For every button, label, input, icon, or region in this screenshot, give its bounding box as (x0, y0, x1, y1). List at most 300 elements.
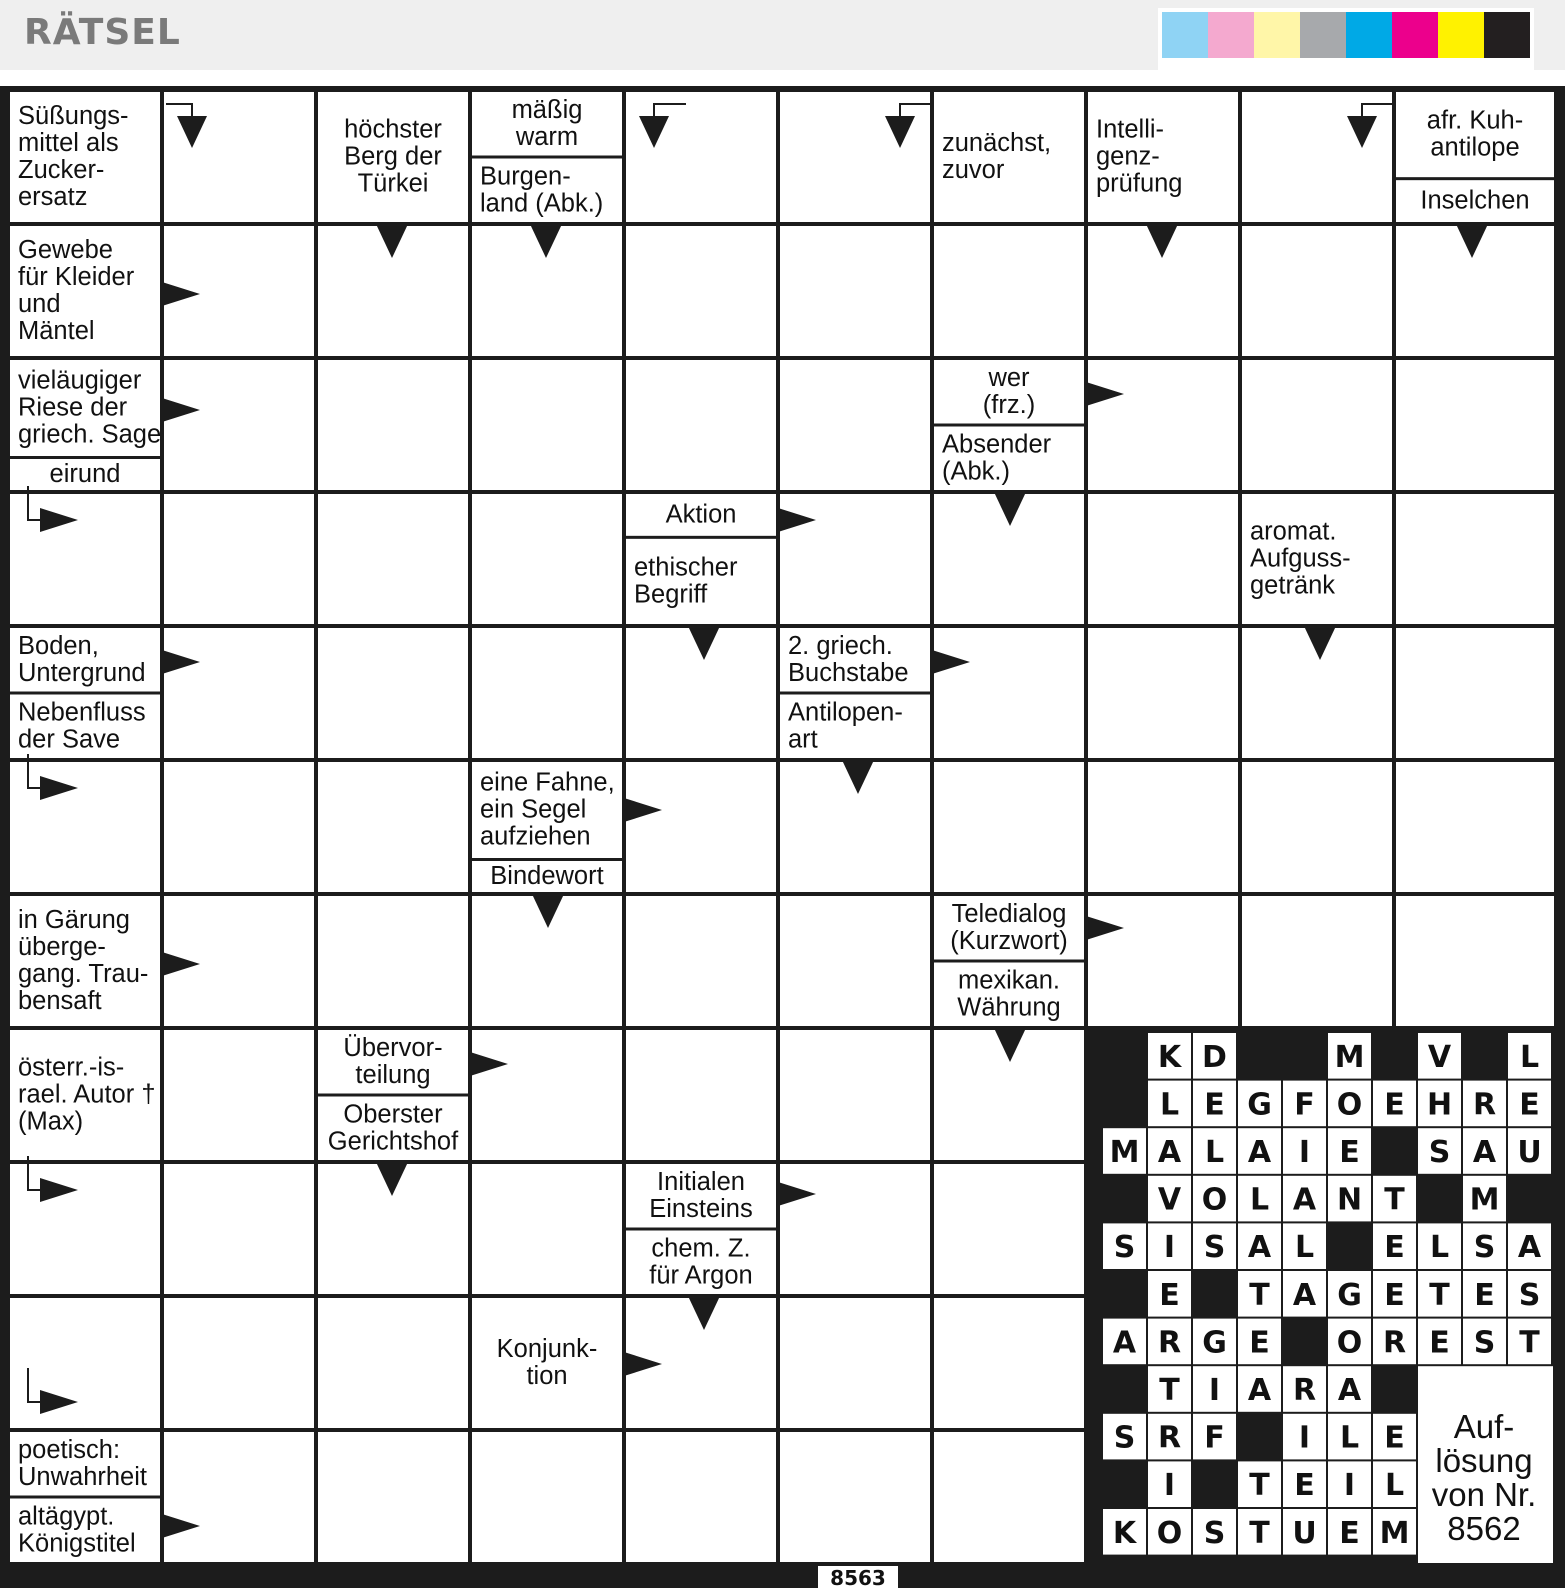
clue-text-line: Berg der (344, 142, 442, 171)
solution-letter: L (1159, 1087, 1180, 1123)
solution-cell (1373, 1223, 1416, 1269)
clue-text-line: Begriff (634, 580, 708, 609)
solution-letter: S (1113, 1420, 1136, 1456)
solution-cell (1103, 1414, 1146, 1460)
clue-cell (626, 1164, 776, 1228)
clue-text-line: land (Abk.) (480, 189, 604, 218)
solution-cell (1193, 1128, 1236, 1174)
solution-cell (1148, 1033, 1191, 1079)
answer-cell[interactable] (934, 1164, 1084, 1294)
solution-letter: S (1113, 1230, 1136, 1266)
clue-text-line: prüfung (1096, 169, 1183, 198)
answer-cell[interactable] (626, 226, 776, 356)
solution-cell (1238, 1176, 1281, 1222)
clue-divider (934, 960, 1084, 963)
solution-note (1418, 1366, 1553, 1563)
solution-letter: A (1112, 1325, 1137, 1361)
solution-cell (1283, 1081, 1326, 1127)
answer-cell[interactable] (472, 628, 622, 758)
solution-letter: S (1203, 1515, 1226, 1551)
clue-divider (626, 1228, 776, 1231)
answer-cell[interactable] (1088, 762, 1238, 892)
answer-cell[interactable] (1088, 360, 1238, 490)
solution-cell (1193, 1081, 1236, 1127)
solution-cell (1283, 1128, 1326, 1174)
solution-letter: U (1292, 1515, 1317, 1551)
solution-cell (1148, 1223, 1191, 1269)
solution-note-line: Auf- (1453, 1408, 1515, 1445)
answer-cell[interactable] (164, 1432, 314, 1562)
answer-cell[interactable] (780, 92, 930, 222)
clue-text-line: Riese der (18, 393, 128, 422)
solution-letter: M (1469, 1182, 1500, 1218)
solution-letter: L (1339, 1420, 1360, 1456)
solution-cell (1328, 1461, 1371, 1507)
clue-text-line: Währung (957, 993, 1061, 1022)
solution-letter: I (1163, 1468, 1176, 1504)
answer-cell[interactable] (1396, 762, 1554, 892)
answer-cell[interactable] (780, 360, 930, 490)
solution-cell (1418, 1033, 1461, 1079)
answer-cell[interactable] (10, 1298, 160, 1428)
answer-cell[interactable] (1242, 360, 1392, 490)
solution-cell (1238, 1081, 1281, 1127)
color-swatch (1300, 12, 1346, 58)
answer-cell[interactable] (1242, 762, 1392, 892)
clue-cell (10, 1432, 160, 1496)
answer-cell[interactable] (934, 628, 1084, 758)
clue-text-line: altägypt. (18, 1502, 115, 1531)
clue-cell (780, 628, 930, 692)
solution-letter: R (1472, 1087, 1497, 1123)
clue-cell (934, 92, 1084, 222)
clue-text-line: Gerichtshof (327, 1127, 459, 1156)
answer-cell[interactable] (318, 494, 468, 624)
solution-letter: O (1336, 1087, 1363, 1123)
solution-letter: H (1426, 1087, 1453, 1123)
clue-text-line: Nebenfluss (18, 698, 146, 727)
answer-cell[interactable] (934, 1432, 1084, 1562)
answer-cell[interactable] (934, 762, 1084, 892)
answer-cell[interactable] (164, 628, 314, 758)
clue-text-line: art (788, 725, 818, 754)
answer-cell[interactable] (472, 360, 622, 490)
solution-cell (1283, 1176, 1326, 1222)
clue-text-line: österr.-is- (18, 1053, 125, 1082)
solution-letter: L (1429, 1230, 1450, 1266)
clue-text-line: Einsteins (649, 1194, 753, 1223)
clue-text-line: mexikan. (957, 966, 1061, 995)
solution-cell (1238, 1223, 1281, 1269)
solution-cell (1238, 1366, 1281, 1412)
solution-letter: E (1384, 1420, 1405, 1456)
clue-cell (1242, 494, 1392, 624)
crossword-puzzle (0, 86, 1565, 1588)
solution-cell (1148, 1128, 1191, 1174)
clue-divider (934, 424, 1084, 427)
color-swatch (1162, 12, 1208, 58)
answer-cell[interactable] (164, 360, 314, 490)
answer-cell[interactable] (1088, 896, 1238, 1026)
clue-cell (10, 692, 160, 759)
clue-divider (318, 1094, 468, 1097)
solution-letter: E (1384, 1277, 1405, 1313)
solution-cell (1193, 1319, 1236, 1365)
clue-text-line: antilope (1430, 133, 1520, 162)
solution-letter: L (1384, 1468, 1405, 1504)
solution-cell (1463, 1081, 1506, 1127)
solution-letter: E (1384, 1230, 1405, 1266)
clue-text-line: Untergrund (18, 658, 146, 687)
clue-cell (1396, 177, 1554, 222)
clue-cell (626, 1228, 776, 1295)
clue-text-line: griech. Sage (18, 420, 162, 449)
solution-letter: I (1343, 1468, 1356, 1504)
clue-text-line: rael. Autor † (18, 1080, 156, 1109)
answer-cell[interactable] (626, 762, 776, 892)
solution-letter: T (1159, 1373, 1180, 1408)
solution-letter: A (1292, 1277, 1317, 1313)
solution-cell (1508, 1081, 1551, 1127)
solution-letter: V (1157, 1182, 1182, 1218)
answer-cell[interactable] (318, 1432, 468, 1562)
solution-cell (1148, 1461, 1191, 1507)
solution-letter: I (1163, 1230, 1176, 1266)
solution-cell (1328, 1414, 1371, 1460)
clue-cell (10, 1496, 160, 1563)
answer-cell[interactable] (1242, 92, 1392, 222)
clue-cell (10, 226, 160, 356)
answer-cell[interactable] (1242, 226, 1392, 356)
solution-letter: D (1202, 1039, 1227, 1075)
clue-text-line: ein Segel (480, 795, 587, 824)
clue-cell (10, 456, 160, 490)
clue-divider (472, 858, 622, 861)
clue-text-line: vieläugiger (18, 366, 142, 395)
clue-text-line: afr. Kuh- (1426, 106, 1524, 135)
clue-cell (472, 156, 622, 223)
answer-cell[interactable] (1242, 896, 1392, 1026)
clue-cell (318, 1094, 468, 1161)
clue-text-line: Burgen- (480, 162, 571, 191)
clue-cell (934, 960, 1084, 1027)
clue-text-line: eine Fahne, (480, 768, 615, 797)
clue-cell (318, 1030, 468, 1094)
answer-cell[interactable] (1088, 494, 1238, 624)
answer-cell[interactable] (1396, 628, 1554, 758)
solution-letter: T (1384, 1182, 1405, 1218)
solution-letter: T (1249, 1515, 1270, 1551)
clue-text-line: (Kurzwort) (950, 926, 1068, 955)
solution-letter: S (1473, 1230, 1496, 1266)
solution-letter: V (1427, 1039, 1452, 1075)
clue-text-line: zunächst, (942, 129, 1052, 157)
answer-cell[interactable] (626, 360, 776, 490)
answer-cell[interactable] (626, 1432, 776, 1562)
clue-text-line: Antilopen- (788, 698, 903, 727)
clue-text-line: tion (526, 1362, 568, 1390)
solution-cell (1373, 1176, 1416, 1222)
answer-cell[interactable] (164, 1030, 314, 1160)
clue-text-line: Intelli- (1096, 115, 1165, 144)
answer-cell[interactable] (318, 628, 468, 758)
solution-letter: L (1294, 1230, 1315, 1266)
solution-letter: T (1249, 1277, 1270, 1313)
solution-letter: S (1518, 1277, 1541, 1313)
answer-cell[interactable] (780, 494, 930, 624)
answer-cell[interactable] (780, 226, 930, 356)
solution-cell (1148, 1414, 1191, 1460)
clue-text-line: Konjunk- (496, 1335, 598, 1363)
solution-cell (1508, 1223, 1551, 1269)
answer-cell[interactable] (1396, 896, 1554, 1026)
solution-letter: N (1336, 1182, 1363, 1218)
solution-letter: I (1298, 1135, 1311, 1170)
solution-letter: A (1472, 1135, 1497, 1170)
clue-text-line: (Abk.) (942, 457, 1011, 486)
answer-cell[interactable] (1396, 360, 1554, 490)
answer-cell[interactable] (1396, 494, 1554, 624)
solution-letter: T (1519, 1325, 1540, 1361)
solution-cell (1283, 1271, 1326, 1317)
clue-text-line: in Gärung (18, 906, 130, 934)
clue-text-line: überge- (18, 933, 106, 961)
clue-cell (472, 92, 622, 156)
answer-cell[interactable] (472, 494, 622, 624)
clue-text-line: Teledialog (951, 899, 1067, 928)
solution-letter: G (1337, 1277, 1362, 1313)
solution-cell (1283, 1414, 1326, 1460)
solution-cell (1103, 1319, 1146, 1365)
solution-letter: A (1247, 1373, 1272, 1408)
solution-letter: L (1204, 1135, 1225, 1170)
solution-letter: L (1519, 1039, 1540, 1075)
solution-cell (1193, 1033, 1236, 1079)
solution-letter: E (1249, 1325, 1270, 1361)
solution-cell (1373, 1414, 1416, 1460)
solution-letter: S (1203, 1230, 1226, 1266)
solution-letter: E (1519, 1087, 1540, 1123)
solution-cell (1283, 1366, 1326, 1412)
answer-cell[interactable] (780, 1030, 930, 1160)
clue-text-line: chem. Z. (651, 1234, 751, 1263)
answer-cell[interactable] (10, 1164, 160, 1294)
clue-text-line: ersatz (18, 183, 88, 211)
answer-cell[interactable] (780, 896, 930, 1026)
solution-cell (1193, 1414, 1236, 1460)
clue-cell (472, 762, 622, 858)
solution-cell (1328, 1319, 1371, 1365)
clue-text-line: für Kleider (18, 263, 135, 291)
clue-text-line: mäßig (511, 95, 583, 124)
solution-letter: F (1294, 1087, 1315, 1123)
answer-cell[interactable] (10, 494, 160, 624)
solution-cell (1148, 1271, 1191, 1317)
puzzle-number-tag (818, 1566, 898, 1588)
answer-cell[interactable] (1088, 628, 1238, 758)
clue-text-line: (frz.) (982, 390, 1036, 419)
clue-divider (780, 692, 930, 695)
color-swatch (1254, 12, 1300, 58)
solution-cell (1328, 1271, 1371, 1317)
color-calibration-strip (1158, 8, 1534, 70)
solution-letter: T (1249, 1468, 1270, 1504)
solution-letter: M (1379, 1515, 1410, 1551)
solution-cell (1193, 1223, 1236, 1269)
solution-cell (1238, 1461, 1281, 1507)
answer-cell[interactable] (472, 1164, 622, 1294)
clue-text-line: teilung (355, 1060, 431, 1089)
clue-cell (934, 360, 1084, 424)
answer-cell[interactable] (318, 762, 468, 892)
clue-text-line: Gewebe (18, 236, 113, 264)
color-swatch (1484, 12, 1530, 58)
clue-divider (10, 1496, 160, 1499)
solution-cell (1463, 1319, 1506, 1365)
clue-text-line: genz- (1096, 142, 1160, 171)
answer-cell[interactable] (626, 1030, 776, 1160)
solution-note-line: von Nr. (1431, 1476, 1537, 1513)
color-swatch (1208, 12, 1254, 58)
clue-cell (1396, 92, 1554, 177)
solution-letter: I (1208, 1373, 1221, 1408)
clue-text-line: Übervor- (343, 1033, 443, 1062)
solution-cell (1283, 1509, 1326, 1555)
solution-letter: M (1109, 1135, 1140, 1170)
answer-cell[interactable] (318, 896, 468, 1026)
clue-text-line: ethischer (634, 553, 738, 582)
clue-text-line: poetisch: (18, 1435, 121, 1464)
solution-cell (1103, 1128, 1146, 1174)
clue-text-line: Buchstabe (788, 658, 909, 687)
solution-cell (1193, 1176, 1236, 1222)
solution-cell (1193, 1366, 1236, 1412)
clue-text-line: mittel als (18, 129, 119, 157)
answer-cell[interactable] (934, 1298, 1084, 1428)
solution-letter: F (1204, 1420, 1225, 1456)
solution-letter: A (1247, 1230, 1272, 1266)
clue-cell (934, 424, 1084, 491)
clue-text-line: der Save (18, 725, 121, 754)
answer-cell[interactable] (318, 1298, 468, 1428)
clue-divider (10, 692, 160, 695)
answer-cell[interactable] (10, 762, 160, 892)
solution-cell (1148, 1176, 1191, 1222)
answer-cell[interactable] (164, 92, 314, 222)
solution-cell (1328, 1128, 1371, 1174)
answer-cell[interactable] (164, 1164, 314, 1294)
solution-cell (1418, 1319, 1461, 1365)
solution-letter: O (1201, 1182, 1228, 1218)
solution-cell (1238, 1319, 1281, 1365)
solution-letter: G (1202, 1325, 1227, 1361)
solution-letter: S (1473, 1325, 1496, 1361)
answer-cell[interactable] (626, 896, 776, 1026)
answer-cell[interactable] (780, 1298, 930, 1428)
solution-cell (1418, 1271, 1461, 1317)
solution-cell (1508, 1319, 1551, 1365)
clue-text-line: Süßungs- (18, 102, 129, 130)
answer-cell[interactable] (472, 1432, 622, 1562)
answer-cell[interactable] (780, 1164, 930, 1294)
clue-text-line: eirund (49, 460, 121, 488)
solution-note-line: 8562 (1447, 1510, 1521, 1547)
clue-text-line: Absender (942, 430, 1052, 459)
solution-letter: S (1428, 1135, 1451, 1170)
clue-text-line: Mäntel (18, 317, 95, 345)
solution-letter: K (1157, 1039, 1182, 1075)
solution-cell (1103, 1509, 1146, 1555)
solution-cell (1508, 1033, 1551, 1079)
clue-text-line: warm (515, 122, 579, 151)
solution-letter: E (1294, 1468, 1315, 1504)
clue-text-line: zuvor (942, 156, 1005, 184)
solution-letter: T (1429, 1277, 1450, 1313)
solution-letter: A (1292, 1182, 1317, 1218)
clue-text-line: gang. Trau- (18, 960, 149, 988)
clue-cell (10, 896, 160, 1026)
answer-cell[interactable] (164, 762, 314, 892)
solution-letter: R (1382, 1325, 1407, 1361)
clue-text-line: Oberster (343, 1100, 443, 1129)
solution-cell (1328, 1033, 1371, 1079)
solution-cell (1283, 1461, 1326, 1507)
clue-text-line: Aufguss- (1250, 544, 1351, 573)
answer-cell[interactable] (780, 1432, 930, 1562)
solution-letter: L (1249, 1182, 1270, 1218)
clue-text-line: Königstitel (18, 1529, 136, 1558)
solution-cell (1328, 1509, 1371, 1555)
solution-cell (1328, 1366, 1371, 1412)
solution-cell (1418, 1081, 1461, 1127)
clue-text-line: aufziehen (480, 822, 591, 851)
solution-cell (1328, 1081, 1371, 1127)
solution-cell (1148, 1366, 1191, 1412)
solution-letter: O (1336, 1325, 1363, 1361)
answer-cell[interactable] (472, 1030, 622, 1160)
clue-divider (472, 156, 622, 159)
answer-cell[interactable] (318, 360, 468, 490)
clue-text-line: 2. griech. (788, 631, 893, 660)
solution-cell (1508, 1271, 1551, 1317)
clue-text-line: Inselchen (1420, 186, 1530, 215)
clue-cell (934, 896, 1084, 960)
solution-cell (1373, 1271, 1416, 1317)
clue-divider (1396, 177, 1554, 180)
answer-cell[interactable] (164, 494, 314, 624)
solution-letter: U (1517, 1135, 1542, 1170)
solution-cell (1148, 1319, 1191, 1365)
clue-cell (626, 536, 776, 624)
page-title: RÄTSEL (24, 12, 181, 53)
answer-cell[interactable] (626, 92, 776, 222)
clue-cell (10, 1030, 160, 1160)
clue-text-line: Aktion (665, 500, 737, 529)
solution-letter: E (1339, 1515, 1360, 1551)
solution-letter: E (1384, 1087, 1405, 1123)
clue-cell (10, 628, 160, 692)
clue-cell (626, 494, 776, 536)
solution-cell (1283, 1223, 1326, 1269)
solution-letter: R (1157, 1420, 1182, 1456)
answer-cell[interactable] (164, 1298, 314, 1428)
clue-cell (10, 360, 161, 456)
clue-cell (318, 92, 468, 222)
solution-letter: E (1474, 1277, 1495, 1313)
solution-cell (1373, 1509, 1416, 1555)
answer-cell[interactable] (934, 226, 1084, 356)
solution-letter: A (1337, 1373, 1362, 1408)
